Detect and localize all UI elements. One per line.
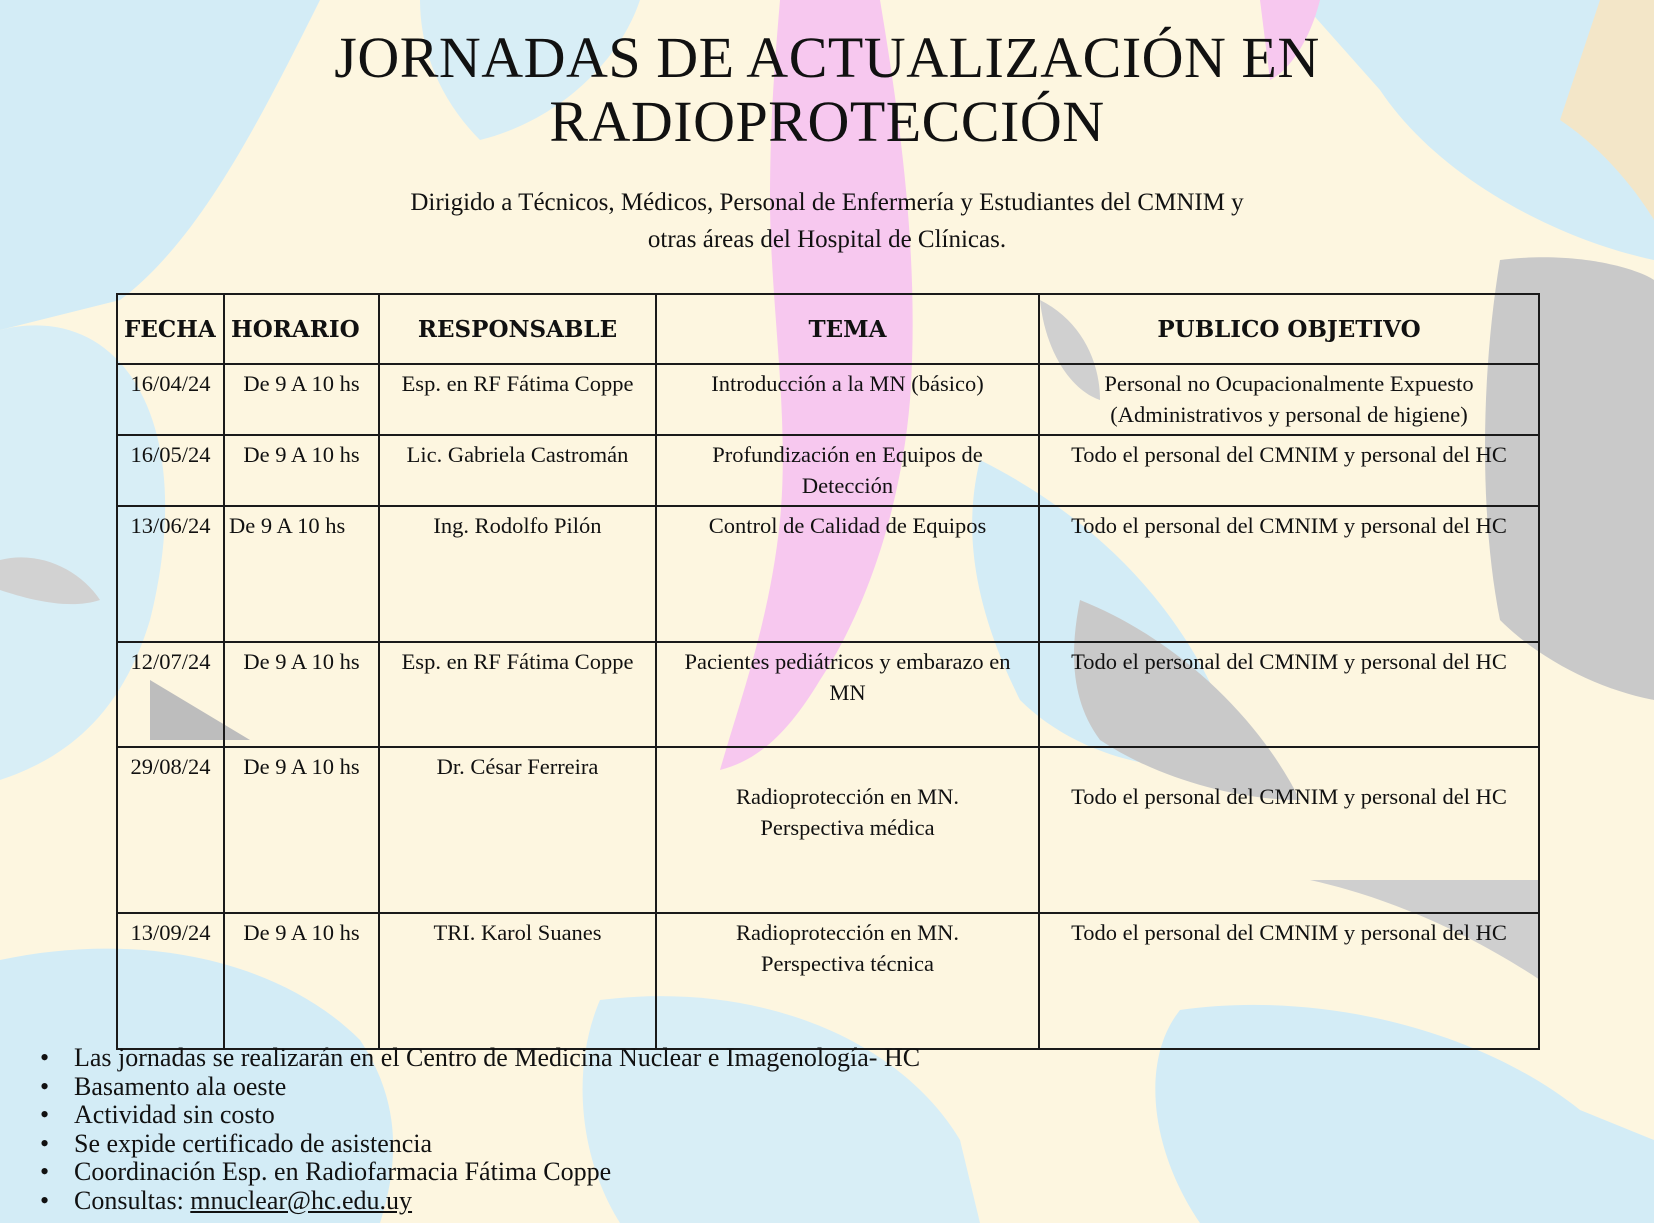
tema-line: Radioprotección en MN. <box>735 784 960 809</box>
tema-line: Control de Calidad de Equipos <box>708 513 987 538</box>
cell-horario: De 9 A 10 hs <box>224 913 379 1049</box>
cell-horario: De 9 A 10 hs <box>224 506 379 642</box>
header-fecha: FECHA <box>117 294 224 364</box>
contact-email-link[interactable]: mnuclear@hc.edu.uy <box>190 1185 413 1215</box>
tema-line: Perspectiva técnica <box>760 951 935 976</box>
cell-responsable: TRI. Karol Suanes <box>379 913 656 1049</box>
publico-line: Personal no Ocupacionalmente Expuesto <box>1104 371 1474 396</box>
cell-tema <box>656 747 1039 913</box>
cell-tema <box>656 506 1039 642</box>
cell-responsable: Dr. César Ferreira <box>379 747 656 913</box>
page-title <box>0 26 1654 154</box>
table-row <box>117 364 1539 435</box>
cell-tema <box>656 913 1039 1049</box>
subtitle-line-2: otras áreas del Hospital de Clínicas. <box>647 226 1007 253</box>
header-horario: HORARIO <box>224 294 379 364</box>
tema-line: Introducción a la MN (básico) <box>711 371 984 396</box>
cell-publico <box>1039 642 1539 747</box>
tema-line: Profundización en Equipos de <box>712 442 983 467</box>
cell-publico <box>1039 913 1539 1049</box>
cell-tema <box>656 642 1039 747</box>
cell-fecha: 12/07/24 <box>117 642 224 747</box>
header-tema: TEMA <box>656 294 1039 364</box>
tema-line: Detección <box>801 473 894 498</box>
cell-horario: De 9 A 10 hs <box>224 364 379 435</box>
list-item: • Coordinación Esp. en Radiofarmacia Fátima Coppe <box>74 1158 920 1187</box>
notes-list <box>40 1044 920 1215</box>
list-item: • Las jornadas se realizarán en el Centro de Medicina Nuclear e Imagenología- HC <box>74 1044 920 1073</box>
table-row <box>117 642 1539 747</box>
publico-line: Todo el personal del CMNIM y personal del HC <box>1071 920 1507 945</box>
cell-publico <box>1039 364 1539 435</box>
cell-fecha: 16/04/24 <box>117 364 224 435</box>
subtitle-line-1: Dirigido a Técnicos, Médicos, Personal de Enfermería y Estudiantes del CMNIM y <box>410 189 1244 216</box>
cell-fecha: 29/08/24 <box>117 747 224 913</box>
title-line-1: JORNADAS DE ACTUALIZACIÓN EN <box>334 25 1320 90</box>
cell-tema <box>656 435 1039 506</box>
contact-item <box>74 1187 920 1216</box>
cell-fecha: 13/06/24 <box>117 506 224 642</box>
publico-line: Todo el personal del CMNIM y personal del HC <box>1071 513 1507 538</box>
tema-line: Radioprotección en MN. <box>735 920 960 945</box>
title-line-2: RADIOPROTECCIÓN <box>549 89 1105 154</box>
audience-description <box>0 184 1654 258</box>
header-responsable: RESPONSABLE <box>379 294 656 364</box>
header-publico-objetivo: PUBLICO OBJETIVO <box>1039 294 1539 364</box>
tema-line: MN <box>829 680 866 705</box>
table-row <box>117 913 1539 1049</box>
list-item: • Actividad sin costo <box>74 1101 920 1130</box>
cell-tema <box>656 364 1039 435</box>
contact-label: Consultas: <box>74 1185 184 1215</box>
publico-line: Todo el personal del CMNIM y personal del HC <box>1071 442 1507 467</box>
list-item: • Basamento ala oeste <box>74 1073 920 1102</box>
tema-line: Perspectiva médica <box>760 815 935 840</box>
cell-responsable: Ing. Rodolfo Pilón <box>379 506 656 642</box>
table-header-row <box>117 294 1539 364</box>
cell-horario: De 9 A 10 hs <box>224 435 379 506</box>
cell-fecha: 16/05/24 <box>117 435 224 506</box>
cell-responsable: Esp. en RF Fátima Coppe <box>379 364 656 435</box>
publico-line: Todo el personal del CMNIM y personal del HC <box>1071 784 1507 809</box>
cell-publico <box>1039 506 1539 642</box>
cell-horario: De 9 A 10 hs <box>224 747 379 913</box>
table-row <box>117 506 1539 642</box>
cell-horario: De 9 A 10 hs <box>224 642 379 747</box>
publico-line: (Administrativos y personal de higiene) <box>1110 402 1468 427</box>
publico-line: Todo el personal del CMNIM y personal del HC <box>1071 649 1507 674</box>
list-item: • Se expide certificado de asistencia <box>74 1130 920 1159</box>
table-row <box>117 435 1539 506</box>
cell-publico <box>1039 747 1539 913</box>
cell-fecha: 13/09/24 <box>117 913 224 1049</box>
table-row <box>117 747 1539 913</box>
tema-line: Pacientes pediátricos y embarazo en <box>684 649 1011 674</box>
schedule-table <box>116 293 1540 1050</box>
cell-responsable: Esp. en RF Fátima Coppe <box>379 642 656 747</box>
cell-responsable: Lic. Gabriela Castromán <box>379 435 656 506</box>
cell-publico <box>1039 435 1539 506</box>
